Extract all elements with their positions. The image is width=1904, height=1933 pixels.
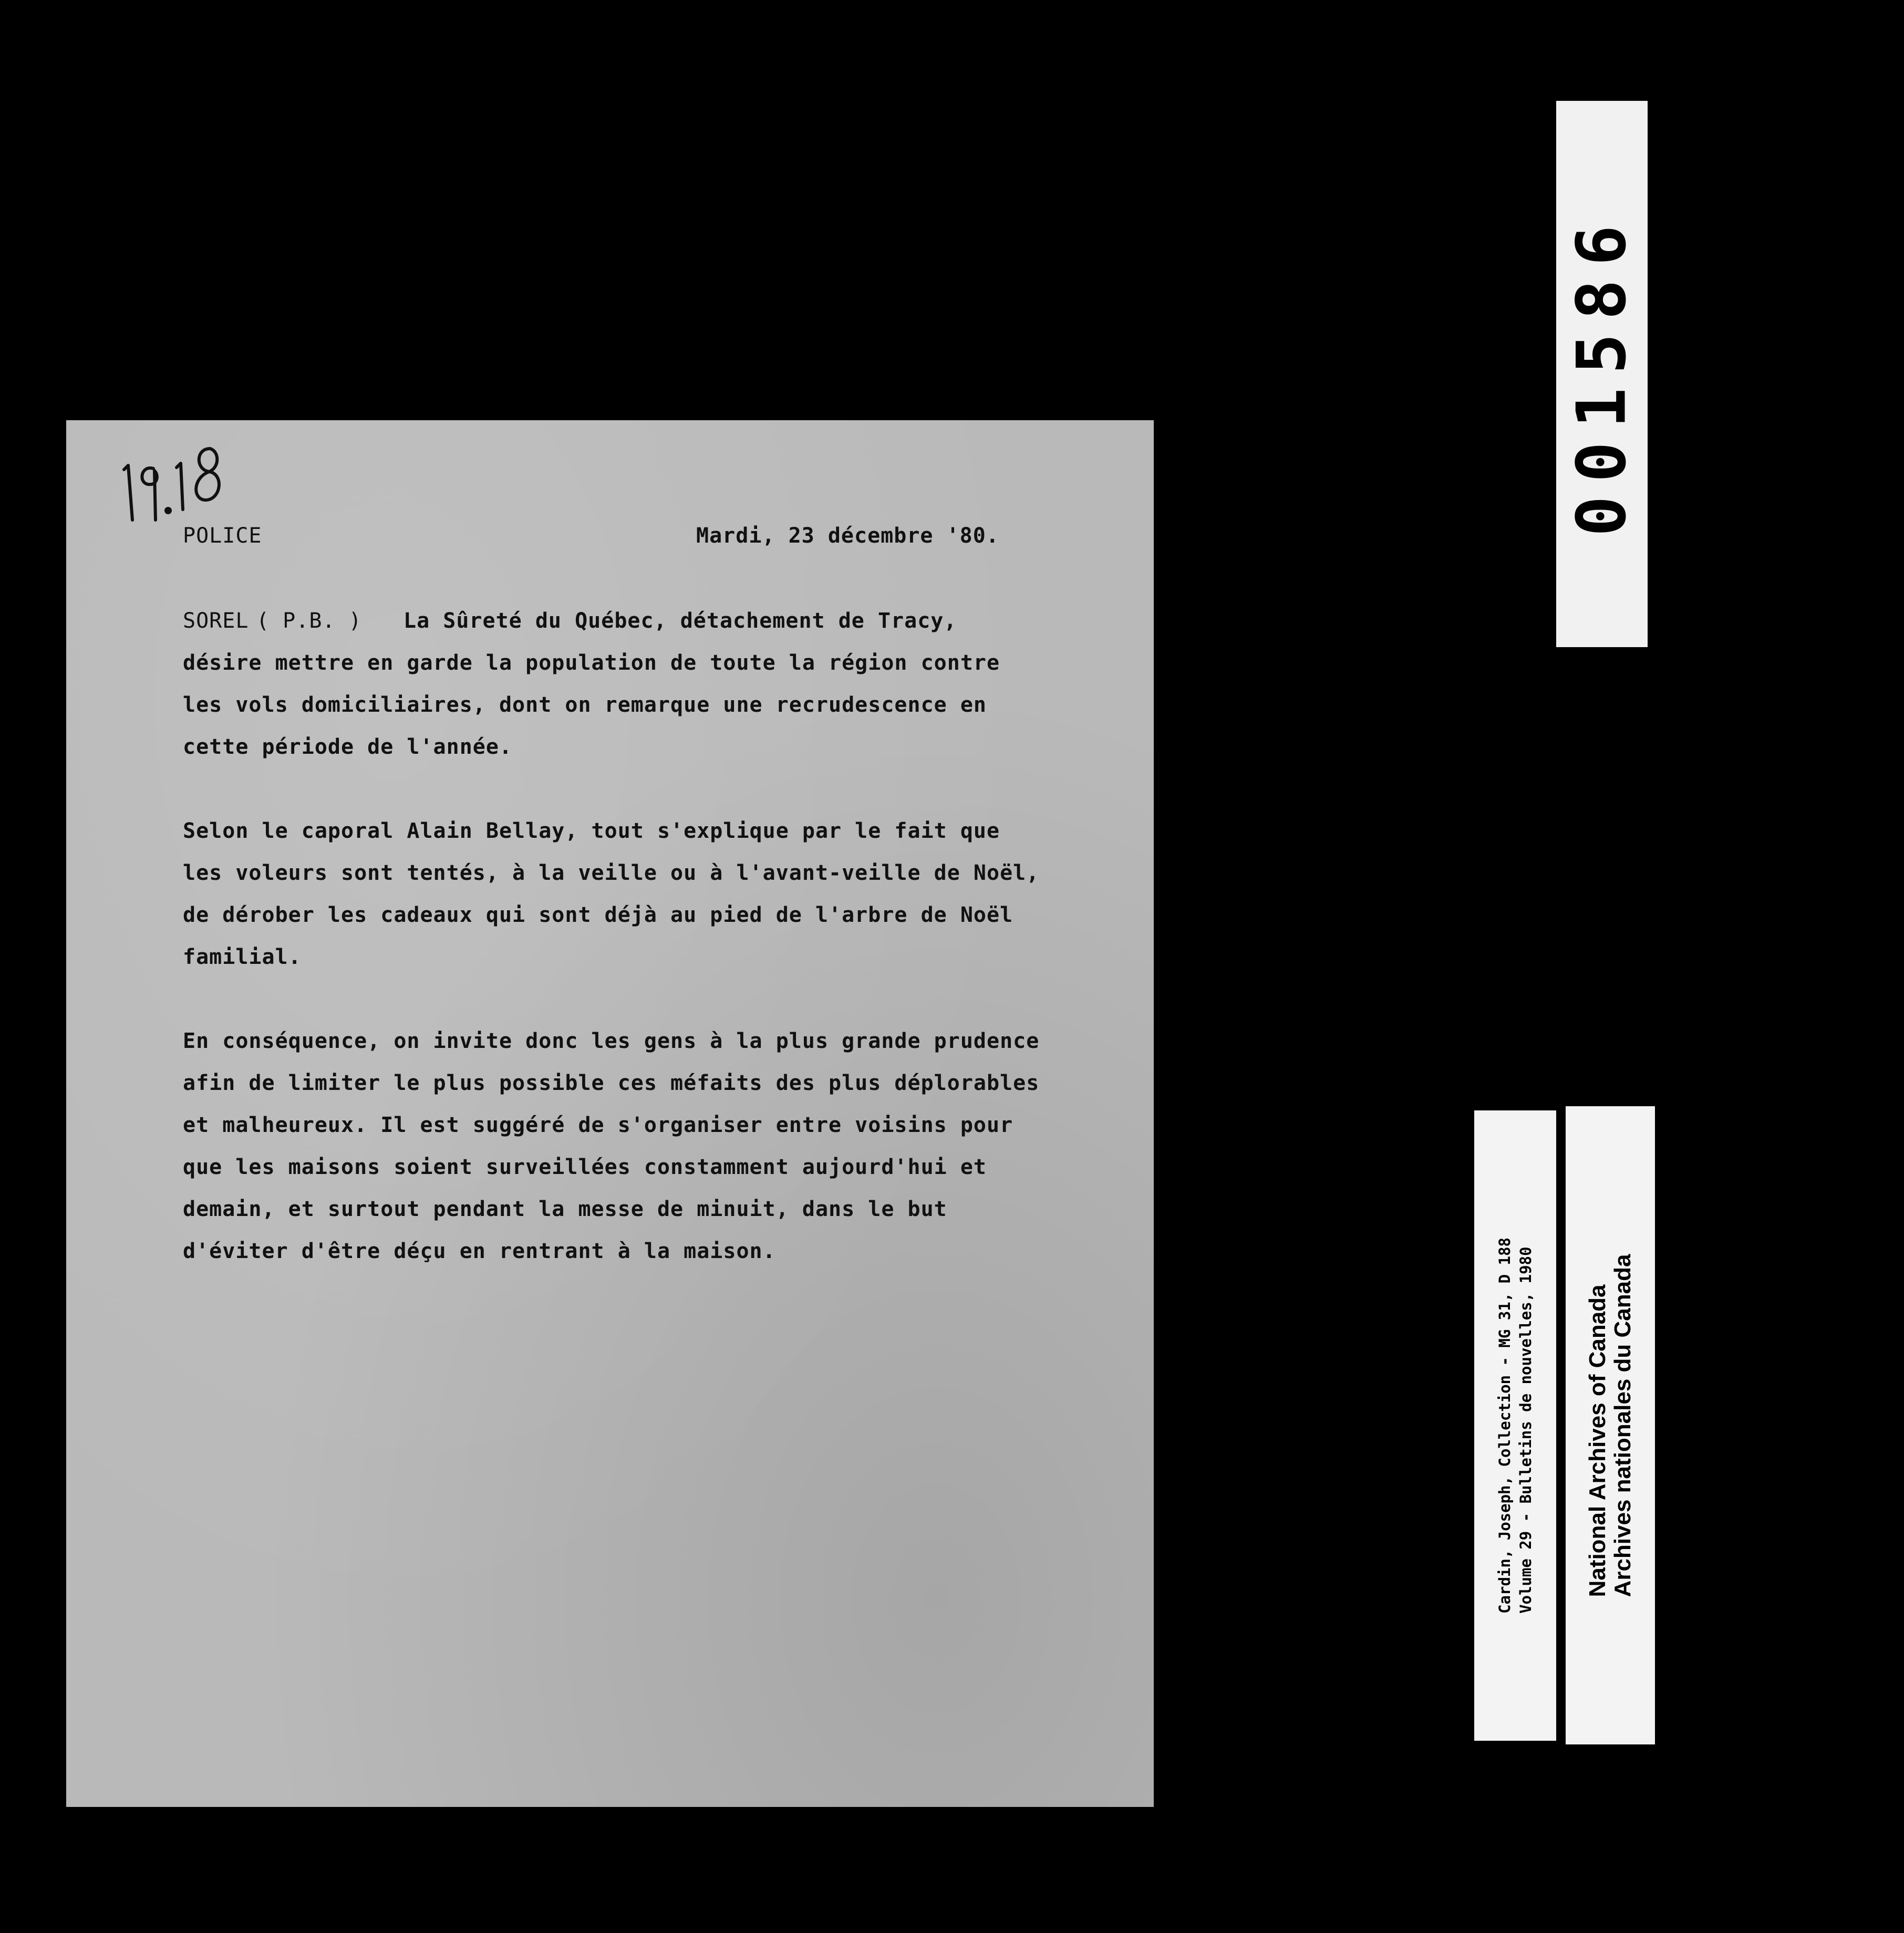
paragraph-1-line (183, 600, 1000, 642)
paragraph-2 (183, 810, 1039, 978)
reel-number-label (1556, 101, 1648, 647)
paragraph-3-line-6: d'éviter d'être déçu en rentrant à la maison. (183, 1239, 776, 1263)
paragraph-2-line-3: de dérober les cadeaux qui sont déjà au pied de l'arbre de Noël (183, 903, 1013, 927)
paragraph-2-line-2: les voleurs sont tentés, à la veille ou à l'avant-veille de Noël, (183, 861, 1040, 885)
dateline-tag: ( P.B. ) (256, 609, 362, 633)
paragraph-3-line-2: afin de limiter le plus possible ces méfaits des plus déplorables (183, 1071, 1040, 1095)
archives-label-line-2: Archives nationales du Canada (1610, 1254, 1636, 1597)
paragraph-1-line-2: désire mettre en garde la population de toute la région contre (183, 651, 1000, 675)
paragraph-2-line-1: Selon le caporal Alain Bellay, tout s'explique par le fait que (183, 819, 1000, 843)
collection-label (1474, 1110, 1556, 1741)
paragraph-1-line-3: les vols domiciliaires, dont on remarque une recrudescence en (183, 693, 987, 717)
collection-label-line-1: Cardin, Joseph, Collection - MG 31, D 188 (1496, 1238, 1514, 1614)
paragraph-3 (183, 1020, 1039, 1272)
paragraph-3-line-4: que les maisons soient surveillées constamment aujourd'hui et (183, 1155, 987, 1179)
dateline-place: SOREL (183, 609, 249, 633)
archives-label-line-1: National Archives of Canada (1585, 1284, 1610, 1597)
paragraph-1-line-1: La Sûreté du Québec, détachement de Tracy, (403, 609, 957, 633)
paragraph-3-line-3: et malheureux. Il est suggéré de s'organiser entre voisins pour (183, 1113, 1013, 1137)
collection-label-line-2: Volume 29 - Bulletins de nouvelles, 1980 (1517, 1246, 1535, 1614)
paragraph-3-line-1: En conséquence, on invite donc les gens à la plus grande prudence (183, 1029, 1040, 1053)
archives-label (1566, 1106, 1655, 1744)
heading-left: POLICE (183, 524, 262, 548)
paragraph-2-line-4: familial. (183, 945, 302, 969)
paragraph-3-line-5: demain, et surtout pendant la messe de minuit, dans le but (183, 1197, 947, 1221)
reel-number: 001586 (1562, 211, 1641, 537)
paragraph-1 (183, 600, 1000, 768)
paragraph-1-line-4: cette période de l'année. (183, 735, 513, 759)
heading-right: Mardi, 23 décembre '80. (696, 524, 999, 548)
